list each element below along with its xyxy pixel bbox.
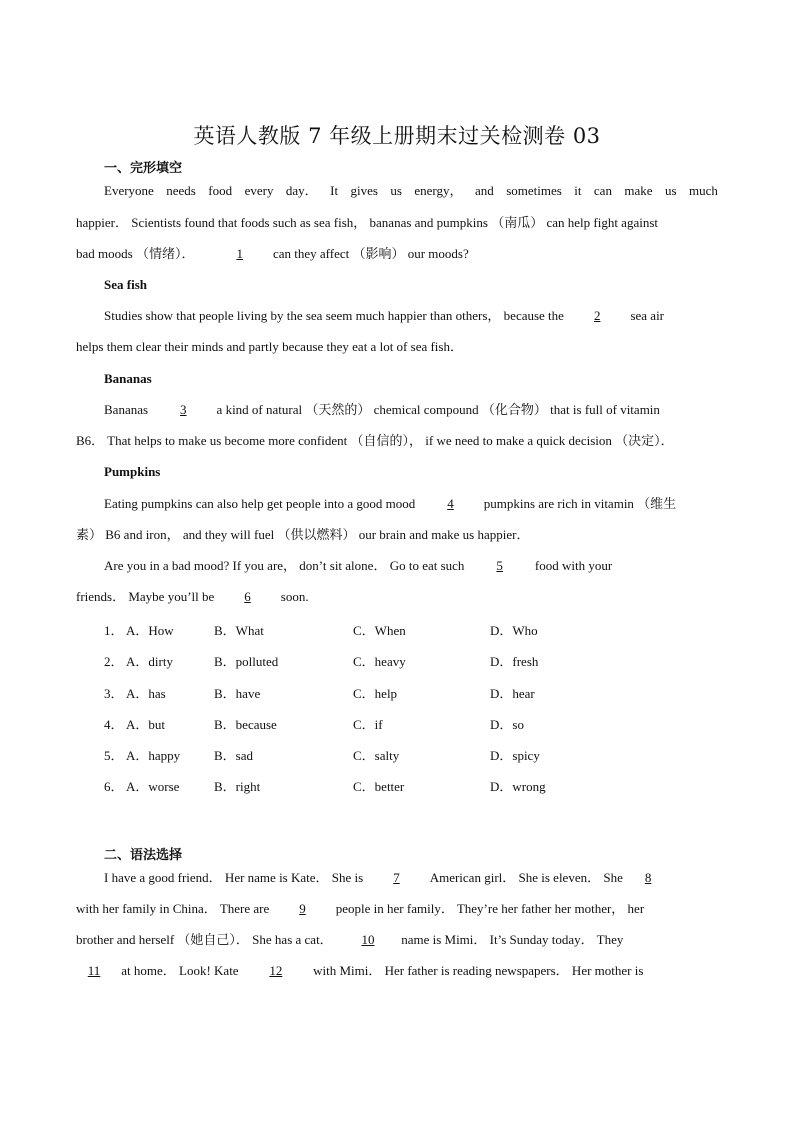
option-d[interactable]: D．fresh xyxy=(490,654,539,669)
option-a[interactable]: A．has xyxy=(126,686,166,701)
word: make xyxy=(624,183,653,198)
option-d[interactable]: D．so xyxy=(490,717,524,732)
section-heading-grammar: 二、语法选择 xyxy=(104,848,183,863)
question-number: 4． xyxy=(104,717,124,732)
paragraph-line xyxy=(104,402,718,418)
word: Everyone xyxy=(104,183,154,198)
option-b[interactable]: B．right xyxy=(214,779,261,794)
paragraph-line: happier． Scientists found that foods such as sea fish， bananas and pumpkins （南瓜） can help fight against xyxy=(76,215,659,230)
word: can xyxy=(593,183,612,198)
text-segment: a kind of natural （天然的） chemical compound （化合物） that is full of vitamin xyxy=(216,402,660,417)
word: day． xyxy=(285,183,318,198)
text-segment: pumpkins are rich in vitamin （维生 xyxy=(483,496,677,511)
text-segment: sea air xyxy=(630,308,665,323)
word: sometimes xyxy=(506,183,562,198)
option-d[interactable]: D．Who xyxy=(490,623,538,638)
word: us xyxy=(390,183,402,198)
blank-1[interactable]: 1 xyxy=(236,246,243,261)
blank-2[interactable]: 2 xyxy=(593,308,601,323)
paragraph-line xyxy=(104,558,718,574)
blank-11[interactable]: 11 xyxy=(87,963,101,978)
option-row xyxy=(104,745,664,761)
option-b[interactable]: B．have xyxy=(214,686,261,701)
text-segment: I have a good friend． Her name is Kate． She is xyxy=(104,870,364,885)
option-d[interactable]: D．spicy xyxy=(490,748,540,763)
option-c[interactable]: C．better xyxy=(353,779,405,794)
text-segment: American girl． She is eleven． She xyxy=(429,870,623,885)
paragraph-line: B6． That helps to make us become more confident （自信的）， if we need to make a quick decision （决定）． xyxy=(76,433,674,448)
paragraph-line xyxy=(76,246,718,262)
word: gives xyxy=(350,183,378,198)
paragraph-line xyxy=(104,183,718,199)
option-c[interactable]: C．help xyxy=(353,686,398,701)
question-number: 2． xyxy=(104,654,124,669)
option-a[interactable]: A．worse xyxy=(126,779,180,794)
word: and xyxy=(474,183,494,198)
blank-5[interactable]: 5 xyxy=(496,558,503,573)
word: us xyxy=(664,183,677,198)
text-segment: with her family in China． There are xyxy=(76,901,270,916)
paragraph-line xyxy=(76,589,718,605)
option-a[interactable]: A．but xyxy=(126,717,166,732)
option-row xyxy=(104,683,664,699)
text-segment: can they affect （影响） our moods? xyxy=(272,246,469,261)
page-title: 英语人教版 7 年级上册期末过关检测卷 03 xyxy=(193,124,601,148)
option-b[interactable]: B．polluted xyxy=(214,654,279,669)
blank-6[interactable]: 6 xyxy=(244,589,251,604)
option-c[interactable]: C．When xyxy=(353,623,406,638)
blank-9[interactable]: 9 xyxy=(299,901,306,916)
option-b[interactable]: B．What xyxy=(214,623,264,638)
paragraph-line: helps them clear their minds and partly because they eat a lot of sea fish． xyxy=(76,339,463,354)
option-a[interactable]: A．How xyxy=(126,623,174,638)
word: energy， xyxy=(414,183,463,198)
text-segment: Are you in a bad mood? If you are， don’t sit alone． Go to eat such xyxy=(104,558,465,573)
option-row xyxy=(104,714,664,730)
option-a[interactable]: A．happy xyxy=(126,748,181,763)
word: It xyxy=(330,183,339,198)
paragraph-line xyxy=(104,308,718,324)
text-segment: with Mimi． Her father is reading newspapers． Her mother is xyxy=(313,963,644,978)
blank-7[interactable]: 7 xyxy=(393,870,400,885)
paragraph-line xyxy=(104,496,718,512)
paragraph-line xyxy=(104,870,718,886)
subheading-sea-fish: Sea fish xyxy=(104,277,147,292)
text-segment: name is Mimi． It’s Sunday today． They xyxy=(401,932,624,947)
paragraph-line xyxy=(76,901,718,917)
word: it xyxy=(574,183,582,198)
text-segment: at home． Look! Kate xyxy=(121,963,239,978)
option-row xyxy=(104,620,664,636)
question-number: 1． xyxy=(104,623,124,638)
subheading-bananas: Bananas xyxy=(104,371,152,386)
text-segment: Bananas xyxy=(104,402,149,417)
text-segment: people in her family． They’re her father her mother， her xyxy=(335,901,645,916)
paragraph-line xyxy=(76,932,718,948)
blank-3[interactable]: 3 xyxy=(180,402,187,417)
text-segment: food with your xyxy=(534,558,613,573)
paragraph-line: 素） B6 and iron， and they will fuel （供以燃料） our brain and make us happier． xyxy=(76,527,530,542)
text-segment: soon. xyxy=(280,589,309,604)
text-segment: friends． Maybe you’ll be xyxy=(76,589,215,604)
blank-8[interactable]: 8 xyxy=(644,870,652,885)
option-a[interactable]: A．dirty xyxy=(126,654,173,669)
question-number: 5． xyxy=(104,748,124,763)
paragraph-line xyxy=(76,963,718,979)
option-c[interactable]: C．if xyxy=(353,717,383,732)
blank-10[interactable]: 10 xyxy=(361,932,375,947)
section-heading-cloze: 一、完形填空 xyxy=(104,161,183,176)
option-d[interactable]: D．hear xyxy=(490,686,535,701)
question-number: 3． xyxy=(104,686,124,701)
blank-4[interactable]: 4 xyxy=(447,496,454,511)
option-c[interactable]: C．heavy xyxy=(353,654,406,669)
option-c[interactable]: C．salty xyxy=(353,748,400,763)
text-segment: bad moods （情绪）． xyxy=(76,246,195,261)
question-number: 6． xyxy=(104,779,124,794)
text-segment: Eating pumpkins can also help get people into a good mood xyxy=(104,496,416,511)
text-segment: Studies show that people living by the sea seem much happier than others， because the xyxy=(104,308,564,323)
option-b[interactable]: B．sad xyxy=(214,748,254,763)
word: food xyxy=(208,183,233,198)
subheading-pumpkins: Pumpkins xyxy=(104,464,161,479)
option-row xyxy=(104,651,664,667)
option-row xyxy=(104,776,664,792)
word: needs xyxy=(166,183,196,198)
word: every xyxy=(244,183,274,198)
blank-12[interactable]: 12 xyxy=(269,963,283,978)
option-b[interactable]: B．because xyxy=(214,717,277,732)
text-segment: brother and herself （她自己）． She has a cat． xyxy=(76,932,333,947)
option-d[interactable]: D．wrong xyxy=(490,779,546,794)
word: much xyxy=(688,183,718,198)
